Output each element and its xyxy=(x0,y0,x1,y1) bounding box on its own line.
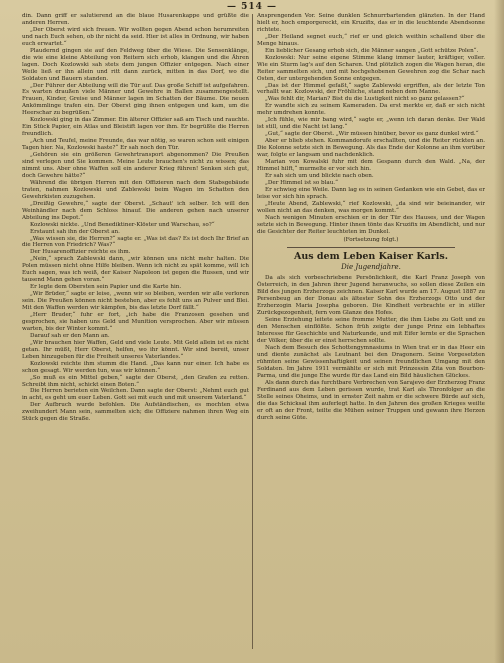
section-subtitle: Die Jugendjahre. xyxy=(341,263,401,272)
paragraph: Nach wenigen Minuten erschien er in der Tür des Hauses, und der Wagen setzte sich in Bewegung. Hinter ihnen tönte das Kruzifix im Abendlicht, und nur die Gesichter der Reiter leuchteten im Dunkel. xyxy=(257,214,485,235)
column-divider xyxy=(252,14,253,649)
paragraph: Kozlowski reichte ihm stumm die Hand. „Das kann nur einer. Ich habe es schon gesagt. Wir werden tun, was wir können.“ xyxy=(22,360,249,374)
paragraph: Da als sich vorbeschriebene Persönlichkeit, die Karl Franz Joseph von Österreich, in den Jahren ihrer Jugend heranwuchs, so sollen diese Zeilen ein Bild des jungen Erzherzogs zeichnen. Kaiser Karl wurde am 17. August 1887 zu Persenbeug an der Donau als ältester Sohn des Erzherzogs Otto und der Erzherzogin Maria Josepha geboren. Die Kindheit verbrachte er in stiller Zurückgezogenheit, fern vom Glanze des Hofes. xyxy=(257,275,485,317)
paragraph: „Ach und Teufel, meine Freunde, das war nötig, so waren schon seit einigen Tagen hier. Na, Kozlowski haste?“ Er sah noch den Tür. xyxy=(22,138,249,152)
paragraph: Kozlowski: Nur seine eigene Stimme klang immer lauter, kräftiger, voller. Wie ein Sturm lag's auf den Scharen. Und plötzlich zogen die Wagen heran, die Reiter sammelten sich, und mit hochgehobenen Gewehren zog die Schar nach Osten, der untergehenden Sonne entgegen. xyxy=(257,54,485,82)
page-number: — 514 — xyxy=(226,2,278,12)
paragraph: Der Husarenoffizier reichte es ihm. xyxy=(30,249,131,256)
paragraph: Er wandte sich zu seinem Kameraden. Da erst merkte er, daß er sich nicht mehr umdrehen konnte. xyxy=(257,103,485,117)
paragraph: „Gut,“ sagte der Oberst. „Wir müssen hinüber, bevor es ganz dunkel wird.“ xyxy=(265,131,479,138)
paragraph: „Der Himmel ist so blau.“ xyxy=(265,179,338,186)
paragraph: „Der Führer der Abteilung will die Tür auf. Das große Schiff ist aufgefahren. Es warten draußen viele Männer und Gewehre in Ballen zusammengestellt. Frauen, Kinder, Greise und Männer lagen im Schatten der Bäume. Die neuen Ankömmlinge trafen ein. Der Oberst ging ihnen entgegen und kam, um die Heerschar zu begrüßen.“ xyxy=(22,82,249,117)
paragraph: „Was wissen sie, die Herren?“ sagte er. „Was ist das? Es ist doch Ihr Brief an die Herren von Friedrich? Was?“ xyxy=(22,235,249,249)
paragraph: „Ich fühle, wie mir bang wird,“ sagte er, „wenn ich daran denke. Der Wald ist still, und die Nacht ist lang.“ xyxy=(257,117,485,131)
page-edge-shadow xyxy=(494,0,504,663)
paragraph: Kozlowski ging in das Zimmer. Ein älterer Offizier saß am Tisch und rauchte. Ein Stück Papier, ein Atlas und Bleistift lagen vor ihm. Er begrüßte die Herren freundlich. xyxy=(22,117,249,138)
section-title: Aus dem Leben Kaiser Karls. xyxy=(293,251,448,263)
paragraph: Der Aufbruch wurde befohlen. Die Aufständischen, es mochten etwa zweihundert Mann sein, sammelten sich; die Offiziere nahmen ihren Weg ein Stück gegen die Straße. xyxy=(22,402,249,423)
paragraph: „Wir brauchen hier Waffen, Geld und viele Leute. Mit Geld allein ist es nicht getan. Ihr müßt, Herr Oberst, helfen, wo ihr könnt. Wir sind bereit, unser Leben hinzugeben für die Freiheit unseres Vaterlandes.“ xyxy=(22,339,249,360)
paragraph: Als dann durch das furchtbare Verbrechen von Sarajevo der Erzherzog Franz Ferdinand aus dem Leben gerissen wurde, trat Karl als Thronfolger an die Stelle seines Oheims, und in ernster Zeit nahm er die schwere Bürde auf sich, die das Schicksal ihm auferlegt hatte. In den Jahren des großen Krieges weilte er oft an der Front, teilte die Mühen seiner Truppen und gewann ihre Herzen durch seine Güte. xyxy=(257,379,485,421)
paragraph: „Dreißig Gewehre,“ sagte der Oberst. „Schaut' ich selber. Ich will den Weinhändler nach dem Schloss hinauf. Die anderen gehen nach unserer Abteilung ins Depot.“ xyxy=(22,200,249,221)
paragraph: Darauf sah er den Mann an. xyxy=(30,332,110,339)
paragraph: „Heute Abend, Zablewski,“ rief Kozlowski, „da sind wir beieinander, wir wollen nicht an das denken, was morgen kommt.“ xyxy=(257,200,485,214)
paragraph: Ein lieblicher Gesang erhob sich, die Männer sangen „Gott schütze Polen“. xyxy=(265,47,479,54)
continuation-note: (Fortsetzung folgt.) xyxy=(343,236,399,243)
paragraph: din. Dann griff er salutierend an die blaue Husarenkappe und grüßte die anderen Herren. xyxy=(22,13,249,26)
paragraph: „Nein,“ sprach Zablewski dann, „wir können uns nicht mehr halten. Die Polen müssen nicht ohne Hilfe bleiben. Wenn ich nicht zu spät komme, will ich Euch sagen, was ich weiß, der Kaiser Napoleon ist gegen die Russen, und wir tausend Mann gehen voran.“ xyxy=(22,256,249,284)
section-rule xyxy=(287,247,455,248)
left-column xyxy=(22,13,249,649)
paragraph: „Was fehlt dir, Marian? Bist du die Lustigkeit nicht so ganz gelassen?“ xyxy=(265,96,465,103)
paragraph: „Gehören sie ein größeren Gewehrtransport abgenommen? Die Preußen sind verlegen und Sie kommen. Meine Leute brauchen's nicht zu wissen; das nimmt uns. Aber ohne Waffen soll ein anderer Krieg führen! Senken sich gut, doch Gewehre hätte?“ xyxy=(22,152,249,179)
paragraph: Er sah sich um und blickte nach oben. xyxy=(265,172,374,179)
paragraph: Marian von Kowalski fuhr mit dem Gespann durch den Wald. „Na, der Himmel hilft,“ murmelte er vor sich hin. xyxy=(257,159,485,172)
paragraph: Aber er blieb stehen. Kommandorufe erschallten, und die Reiter rückten an. Die Kolonne setzte sich in Bewegung. Als das Ende der Kolonne an ihm vorüber war, folgte er langsam und nachdenklich. xyxy=(257,138,485,159)
paragraph: Die Herren berieten ein Weilchen. Dann sagte der Oberst: „Nehmt euch gut in acht, es geht um euer Leben. Gott sei mit euch und mit unserem Vaterland.“ xyxy=(22,388,249,402)
paragraph: Erstaunt sah ihn der Oberst an. xyxy=(30,228,120,235)
paragraph: Plaudernd gingen sie auf den Feldweg über die Wiese. Die Sensenklänge, die wie eine kleine Abteilung von Reitern sich erhob, klangen und die Ähren lagen. Doch Kozlowski sah stets dem jungen Offizier entgegen. Nach einer Weile ließ er ihn allein und ritt dann zurück, mitten in das Dorf, wo die Soldaten und Bauern standen. xyxy=(22,47,249,82)
paragraph: „Herr Bruder,“ fuhr er fort, „ich habe die Franzosen gesehen und gesprochen, sie haben uns Geld und Munition versprochen. Aber wir müssen warten, bis der Winter kommt.“ xyxy=(22,311,249,332)
paragraph: Während die übrigen Herren mit den Offizieren nach dem Stabsgebäude traten, nahmen Kozlowski und Zablewski beim Wagen im Schatten den Gewehrkisten zuzugehen. xyxy=(22,179,249,200)
paragraph: „So muß es ein Mittel geben,“ sagte der Oberst, „den Grafen zu retten. Schreibt ihm nicht, schickt einen Boten.“ xyxy=(22,374,249,388)
paragraph: Seine Erziehung leitete seine fromme Mutter, die ihm Liebe zu Gott und zu den Menschen einflößte. Schon früh zeigte der junge Prinz ein lebhaftes Interesse für Geschichte und Naturkunde, und mit Eifer lernte er die Sprachen der Völker, über die er einst herrschen sollte. xyxy=(257,317,485,345)
paragraph: „Der Heiland segnet euch,“ rief er und gleich weithin schallend über die Menge hinaus. xyxy=(257,33,485,47)
paragraph: Er schwieg eine Weile. Dann lag es in seinen Gedanken wie ein Gebet, das er leise vor sich hin sprach. xyxy=(257,186,485,200)
paragraph: „Das ist der Himmel gefaßt,“ sagte Zablewski ergriffen, als der letzte Ton verhallt war. Kozlowski, der Fröhliche, stand neben dem Manne. xyxy=(257,82,485,96)
paragraph: Ansprengenden Vor. Seine dunklen Schnurrbartenden glänzten. In der Hand hielt er, hoch emporgereckt, ein Kruzifix, das er in die leuchtende Abendsonne richtete. xyxy=(257,13,485,33)
paragraph: Kozlowski nickte. „Und Benediktiner-Klöster und Warschau, so?“ xyxy=(30,221,215,228)
paragraph: Nach dem Besuch des Schottengymnasiums in Wien trat er in das Heer ein und diente zunächst als Leutnant bei den Dragonern. Seine Vorgesetzten rühmten seine Gewissenhaftigkeit und seinen freundlichen Umgang mit den Soldaten. Im Jahre 1911 vermählte er sich mit Prinzessin Zita von Bourbon-Parma, und die junge Ehe wurde für das Land ein Bild häuslichen Glückes. xyxy=(257,344,485,379)
paragraph: „Wir Brüder,“ sagte er leise, „wenn wir so bleiben, werden wir alle verloren sein. Die Preußen können nicht bestehen, aber es fehlt uns an Pulver und Blei. Mit den Waffen werden wir kämpfen, bis das letzte Dorf fällt.“ xyxy=(22,291,249,312)
paragraph: „Der Oberst wird sich freuen. Wir wollten gegen Abend schon herumreiten und nach Euch sehen, ob ihr nicht da seid. Hier ist alles in Ordnung, wir haben euch erwartet.“ xyxy=(22,26,249,47)
paragraph: Er legte dem Obersten sein Papier und die Karte hin. xyxy=(30,284,182,291)
right-column xyxy=(257,13,485,649)
